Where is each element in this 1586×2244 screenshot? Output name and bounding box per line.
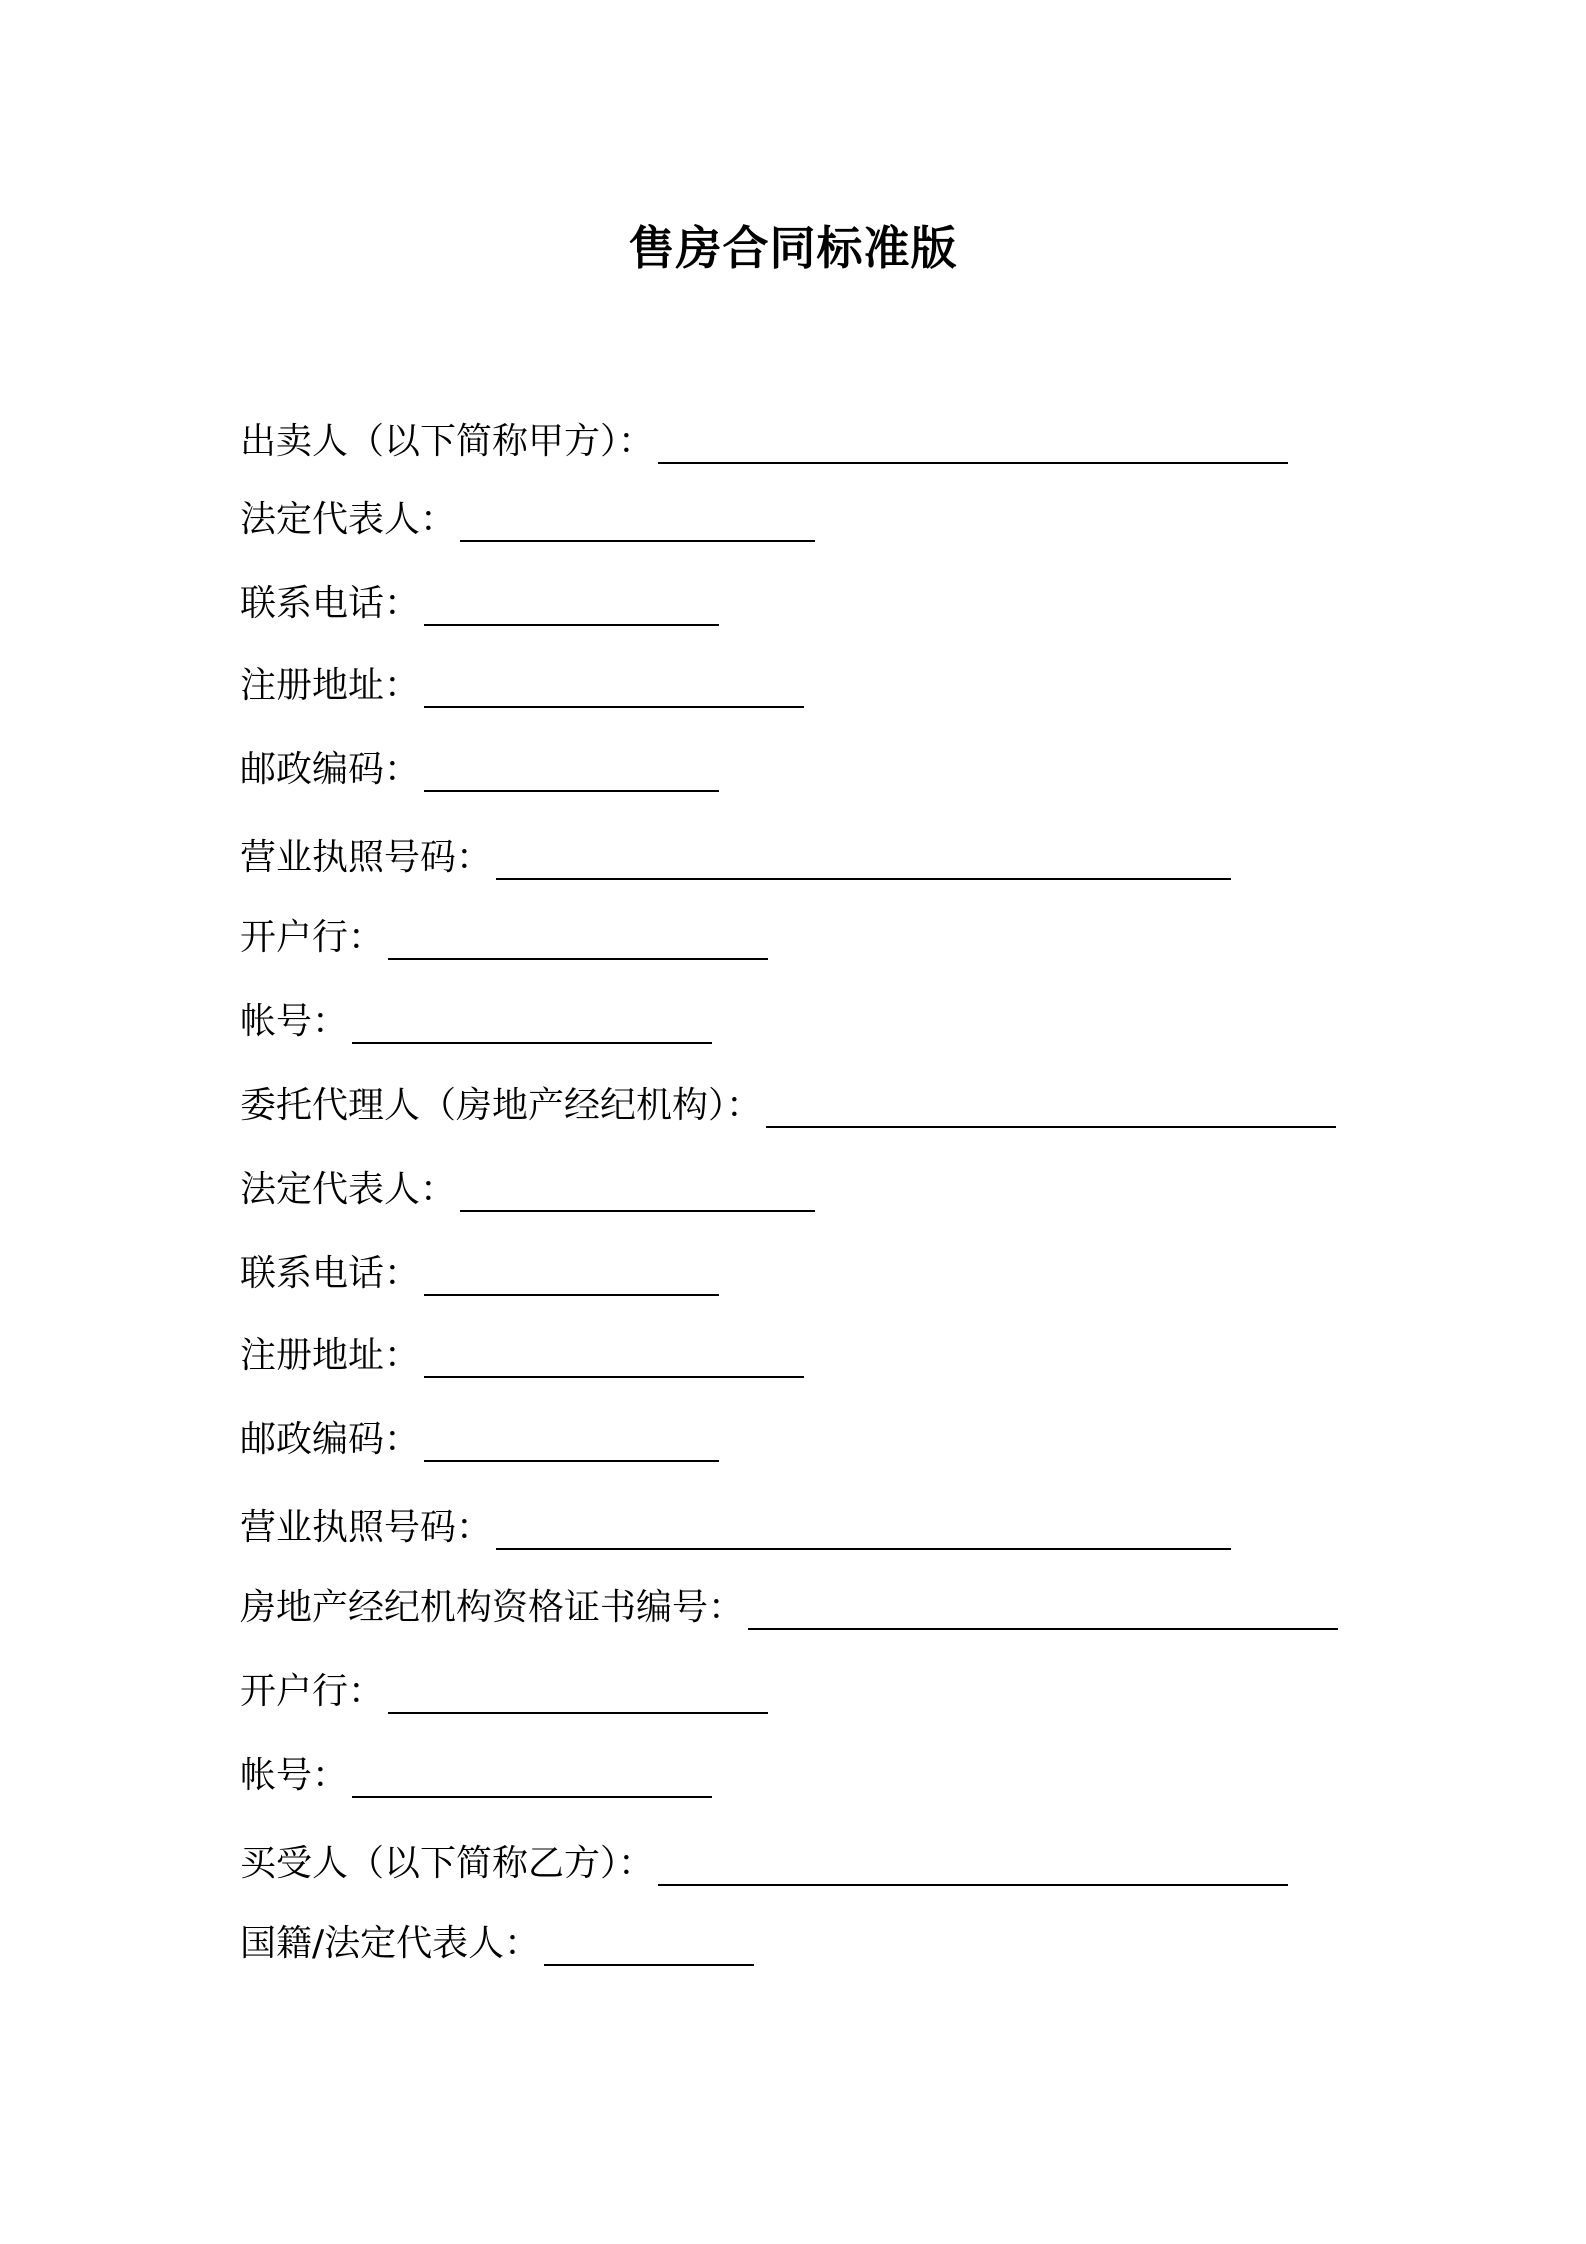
field-label: 注册地址： (240, 1335, 421, 1376)
buyer-field (240, 1842, 1288, 1886)
fill-in-blank-line (424, 1426, 719, 1462)
field-label: 注册地址： (240, 665, 421, 706)
field-label: 法定代表人： (240, 499, 457, 540)
seller-bank-field (240, 916, 768, 960)
seller-account-field (240, 1000, 712, 1044)
fill-in-blank-line (496, 1514, 1231, 1550)
fill-in-blank-line (424, 672, 804, 708)
agent-registered-address-field (240, 1334, 804, 1378)
buyer-nationality-legal-representative-field (240, 1922, 754, 1966)
seller-field (240, 420, 1288, 464)
fill-in-blank-line (460, 506, 815, 542)
field-label: 法定代表人： (240, 1169, 457, 1210)
field-label: 出卖人（以下简称甲方）： (240, 421, 655, 462)
fill-in-blank-line (424, 1260, 719, 1296)
field-label: 房地产经纪机构资格证书编号： (240, 1587, 745, 1628)
seller-postal-code-field (240, 748, 719, 792)
field-label: 营业执照号码： (240, 837, 493, 878)
fill-in-blank-line (352, 1008, 712, 1044)
field-label: 帐号： (240, 1001, 349, 1042)
fill-in-blank-line (748, 1594, 1338, 1630)
fill-in-blank-line (460, 1176, 815, 1212)
field-label: 帐号： (240, 1755, 349, 1796)
fill-in-blank-line (658, 428, 1288, 464)
seller-legal-representative-field (240, 498, 815, 542)
fill-in-blank-line (544, 1930, 754, 1966)
agent-legal-representative-field (240, 1168, 815, 1212)
fill-in-blank-line (352, 1762, 712, 1798)
agent-field (240, 1084, 1336, 1128)
agent-phone-field (240, 1252, 719, 1296)
field-label: 国籍/法定代表人： (240, 1923, 541, 1964)
fill-in-blank-line (424, 1342, 804, 1378)
field-label: 邮政编码： (240, 1419, 421, 1460)
field-label: 联系电话： (240, 1253, 421, 1294)
field-label: 开户行： (240, 917, 385, 958)
seller-phone-field (240, 582, 719, 626)
field-label: 联系电话： (240, 583, 421, 624)
field-label: 邮政编码： (240, 749, 421, 790)
agent-account-field (240, 1754, 712, 1798)
fill-in-blank-line (388, 924, 768, 960)
fill-in-blank-line (424, 756, 719, 792)
seller-registered-address-field (240, 664, 804, 708)
fill-in-blank-line (388, 1678, 768, 1714)
seller-business-license-field (240, 836, 1231, 880)
agent-bank-field (240, 1670, 768, 1714)
fill-in-blank-line (658, 1850, 1288, 1886)
field-label: 开户行： (240, 1671, 385, 1712)
agent-postal-code-field (240, 1418, 719, 1462)
fill-in-blank-line (766, 1092, 1336, 1128)
agency-qualification-certificate-field (240, 1586, 1338, 1630)
field-label: 买受人（以下简称乙方）： (240, 1843, 655, 1884)
agent-business-license-field (240, 1506, 1231, 1550)
document-title: 售房合同标准版 (628, 221, 958, 275)
field-label: 委托代理人（房地产经纪机构）： (240, 1085, 763, 1126)
fill-in-blank-line (424, 590, 719, 626)
fill-in-blank-line (496, 844, 1231, 880)
field-label: 营业执照号码： (240, 1507, 493, 1548)
